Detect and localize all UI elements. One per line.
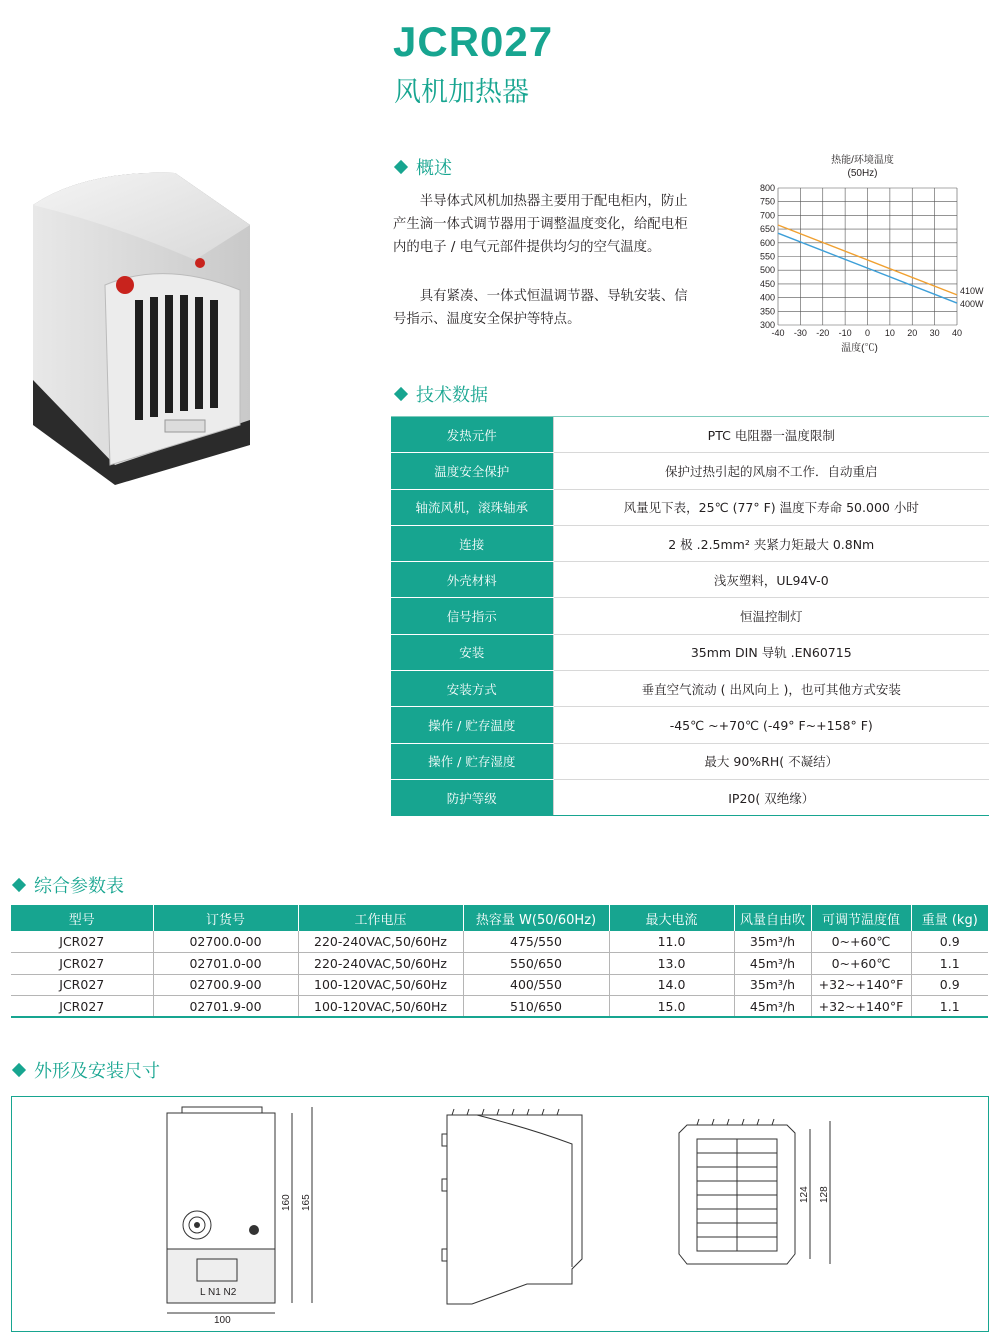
chart-y-tick-label: 800 <box>759 183 775 193</box>
spec-row <box>391 779 989 815</box>
params-cell: 100-120VAC,50/60Hz <box>298 996 463 1018</box>
params-table <box>11 905 988 1018</box>
front-view-drawing <box>152 1099 352 1331</box>
spec-key: 安装方式 <box>391 671 553 707</box>
chart-y-tick-label: 350 <box>759 306 775 317</box>
params-cell: +32~+140°F <box>811 974 911 996</box>
spec-row <box>391 598 989 634</box>
overview-paragraph-1: 半导体式风机加热器主要用于配电柜内，防止产生滴一体式调节器用于调整温度变化，给配电柜内的电子 / 电气元部件提供均匀的空气温度。 <box>393 194 688 255</box>
spec-key: 发热元件 <box>391 417 553 453</box>
spec-value: -45℃ ~+70℃ (-49° F~+158° F) <box>553 707 989 743</box>
params-cell: JCR027 <box>11 974 153 996</box>
chart-y-tick-label: 300 <box>759 320 775 330</box>
params-cell: 1.1 <box>911 953 988 975</box>
spec-key: 信号指示 <box>391 598 553 634</box>
diamond-bullet-icon <box>12 878 26 892</box>
chart-x-tick-label: -40 <box>771 328 785 338</box>
spec-key: 轴流风机，滚珠轴承 <box>391 489 553 525</box>
overview-heading <box>396 154 452 180</box>
params-cell: 1.1 <box>911 996 988 1018</box>
front-width: 100 <box>214 1315 231 1326</box>
params-row <box>11 953 988 975</box>
params-cell: 14.0 <box>609 974 734 996</box>
chart-title: 热能/环境温度 <box>831 155 894 166</box>
chart-subtitle: (50Hz) <box>847 168 878 179</box>
overview-heading-text: 概述 <box>416 158 452 179</box>
spec-value: 风量见下表，25℃ (77° F) 温度下寿命 50.000 小时 <box>553 489 989 525</box>
specs-heading-text: 技术数据 <box>416 385 488 406</box>
params-cell: 35m³/h <box>734 974 811 996</box>
chart-series-label: 400W <box>960 299 984 310</box>
spec-row <box>391 634 989 670</box>
side-view-drawing <box>432 1099 612 1331</box>
params-cell: 35m³/h <box>734 931 811 953</box>
params-cell: 220-240VAC,50/60Hz <box>298 953 463 975</box>
params-heading <box>14 872 124 898</box>
params-cell: 45m³/h <box>734 996 811 1018</box>
diamond-bullet-icon <box>12 1063 26 1077</box>
chart-y-tick-label: 750 <box>759 196 775 207</box>
params-cell: JCR027 <box>11 996 153 1018</box>
spec-key: 操作 / 贮存温度 <box>391 707 553 743</box>
spec-value: 35mm DIN 导轨 .EN60715 <box>553 634 989 670</box>
dimensions-panel <box>11 1096 989 1332</box>
spec-value: IP20( 双绝缘） <box>553 779 989 815</box>
chart-series-label: 410W <box>960 285 984 296</box>
product-model-title: JCR027 <box>393 18 554 65</box>
params-row <box>11 931 988 953</box>
spec-value: 2 极 .2.5mm² 夹紧力矩最大 0.8Nm <box>553 525 989 561</box>
params-cell: 15.0 <box>609 996 734 1018</box>
params-row <box>11 996 988 1018</box>
params-column-header: 订货号 <box>153 905 298 931</box>
spec-row <box>391 453 989 489</box>
spec-row <box>391 417 989 453</box>
params-cell: 220-240VAC,50/60Hz <box>298 931 463 953</box>
chart-x-tick-label: -20 <box>816 328 830 338</box>
spec-row <box>391 489 989 525</box>
params-cell: JCR027 <box>11 953 153 975</box>
front-height-inner: 160 <box>281 1194 292 1211</box>
params-column-header: 工作电压 <box>298 905 463 931</box>
chart-y-tick-label: 400 <box>759 292 775 303</box>
spec-key: 连接 <box>391 525 553 561</box>
chart-x-tick-label: 30 <box>929 328 940 338</box>
spec-key: 安装 <box>391 634 553 670</box>
terminal-labels: L N1 N2 <box>200 1287 237 1298</box>
params-cell: 510/650 <box>463 996 609 1018</box>
spec-row <box>391 707 989 743</box>
params-column-header: 型号 <box>11 905 153 931</box>
product-name-title: 风机加热器 <box>394 77 529 108</box>
specs-table <box>391 416 989 816</box>
params-cell: 02701.9-00 <box>153 996 298 1018</box>
chart-x-tick-label: 0 <box>864 328 871 338</box>
params-row <box>11 974 988 996</box>
params-cell: 02700.0-00 <box>153 931 298 953</box>
overview-paragraph-2: 具有紧凑、一体式恒温调节器、导轨安装、信号指示、温度安全保护等特点。 <box>393 289 688 327</box>
spec-value: 保护过热引起的风扇不工作．自动重启 <box>553 453 989 489</box>
chart-x-tick-label: -30 <box>793 328 807 338</box>
params-cell: 0.9 <box>911 931 988 953</box>
params-column-header: 重量 (kg) <box>911 905 988 931</box>
params-column-header: 可调节温度值 <box>811 905 911 931</box>
chart-x-axis-label: 温度(℃) <box>841 343 878 354</box>
front-height-outer: 165 <box>301 1194 312 1211</box>
heat-output-chart <box>720 150 990 365</box>
spec-key: 操作 / 贮存湿度 <box>391 743 553 779</box>
chart-y-tick-label: 450 <box>759 278 775 289</box>
spec-key: 防护等级 <box>391 779 553 815</box>
params-cell: 11.0 <box>609 931 734 953</box>
params-column-header: 风量自由吹 <box>734 905 811 931</box>
chart-y-tick-label: 600 <box>759 237 775 248</box>
params-cell: 13.0 <box>609 953 734 975</box>
chart-x-tick-label: -10 <box>838 328 852 338</box>
chart-y-tick-label: 550 <box>759 251 775 262</box>
diamond-bullet-icon <box>394 160 408 174</box>
chart-x-tick-label: 20 <box>907 328 918 338</box>
spec-key: 温度安全保护 <box>391 453 553 489</box>
params-cell: 0~+60℃ <box>811 953 911 975</box>
back-height-outer: 128 <box>819 1186 830 1203</box>
params-cell: JCR027 <box>11 931 153 953</box>
specs-heading <box>396 381 488 407</box>
chart-x-tick-label: 10 <box>884 328 895 338</box>
params-cell: 02700.9-00 <box>153 974 298 996</box>
spec-key: 外壳材料 <box>391 562 553 598</box>
params-column-header: 最大电流 <box>609 905 734 931</box>
chart-svg <box>720 150 990 365</box>
diamond-bullet-icon <box>394 387 408 401</box>
params-cell: 100-120VAC,50/60Hz <box>298 974 463 996</box>
params-cell: 400/550 <box>463 974 609 996</box>
back-height-inner: 124 <box>799 1186 810 1203</box>
product-photo <box>25 165 270 495</box>
spec-value: 恒温控制灯 <box>553 598 989 634</box>
params-cell: 0.9 <box>911 974 988 996</box>
params-heading-text: 综合参数表 <box>34 876 124 897</box>
spec-row <box>391 743 989 779</box>
params-cell: 475/550 <box>463 931 609 953</box>
spec-row <box>391 525 989 561</box>
spec-value: 最大 90%RH( 不凝结） <box>553 743 989 779</box>
params-cell: 02701.0-00 <box>153 953 298 975</box>
spec-value: 浅灰塑料，UL94V-0 <box>553 562 989 598</box>
chart-y-tick-label: 500 <box>759 265 775 276</box>
params-cell: +32~+140°F <box>811 996 911 1018</box>
spec-row <box>391 671 989 707</box>
chart-x-tick-label: 40 <box>951 328 963 338</box>
chart-y-tick-label: 700 <box>759 210 775 221</box>
params-cell: 45m³/h <box>734 953 811 975</box>
params-cell: 550/650 <box>463 953 609 975</box>
params-cell: 0~+60℃ <box>811 931 911 953</box>
params-column-header: 热容量 W(50/60Hz) <box>463 905 609 931</box>
chart-y-tick-label: 650 <box>759 224 775 235</box>
spec-row <box>391 562 989 598</box>
spec-value: PTC 电阻器一温度限制 <box>553 417 989 453</box>
dimensions-heading-text: 外形及安装尺寸 <box>34 1061 160 1082</box>
spec-value: 垂直空气流动 ( 出风向上 )，也可其他方式安装 <box>553 671 989 707</box>
back-view-drawing <box>667 1099 867 1331</box>
dimensions-heading <box>14 1057 160 1083</box>
